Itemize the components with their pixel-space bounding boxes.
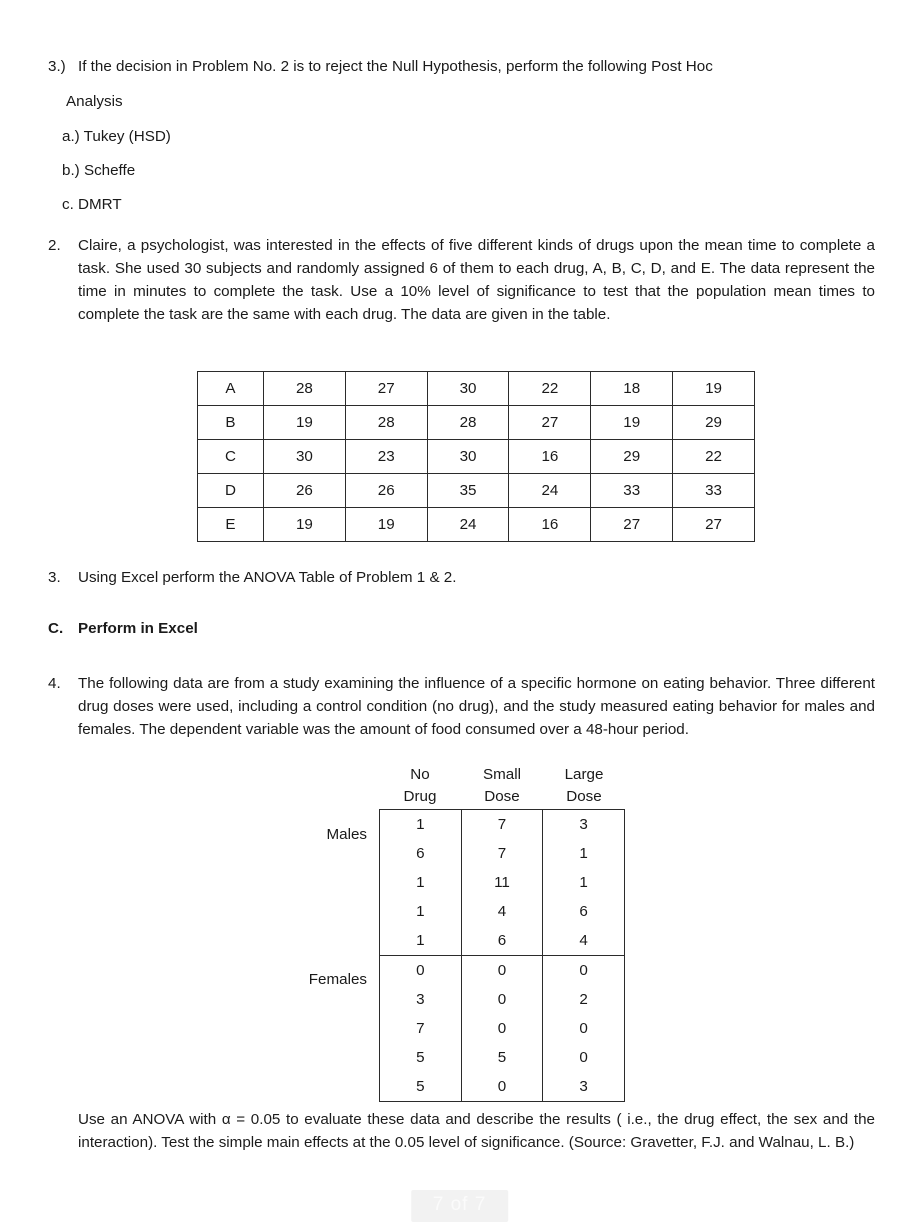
table-cell: 1	[380, 897, 462, 926]
header-line-1: No	[410, 766, 430, 783]
list-item-text: The following data are from a study examining the influence of a specific hormone on eating behavior. Three different drug doses were used, including a control condition (no drug), and the study measured eating behavior for males and females. The dependent variable was the amount of food consumed over a 48-hour period.	[78, 675, 875, 739]
section-title: Perform in Excel	[78, 620, 198, 637]
table-cell: 30	[427, 372, 509, 406]
page-indicator: 7 of 7	[411, 1190, 509, 1222]
table-row	[380, 810, 625, 840]
table-cell: 19	[673, 372, 755, 406]
table-cell: 33	[673, 474, 755, 508]
table-row	[380, 1043, 625, 1072]
table-cell: 19	[591, 406, 673, 440]
table-row	[380, 1072, 625, 1102]
row-label: A	[198, 372, 264, 406]
header-line-2: Dose	[484, 787, 520, 805]
table-cell: 7	[380, 1014, 462, 1043]
table-cell: 19	[264, 508, 346, 542]
table-cell: 7	[461, 810, 543, 840]
list-item-problem-2	[48, 234, 875, 326]
table-cell: 27	[509, 406, 591, 440]
table-cell: 26	[264, 474, 346, 508]
group-label-males: Males	[326, 826, 367, 843]
table-cell: 1	[380, 868, 462, 897]
drug-data-table	[197, 371, 755, 542]
table-cell: 18	[591, 372, 673, 406]
closing-paragraph: Use an ANOVA with α = 0.05 to evaluate these data and describe the results ( i.e., the drug effect, the sex and the interaction). Test the simple main effects at the 0.05 level of significance. (Source: Gravetter, F.J. and Walnau, L. B.)	[78, 1111, 875, 1152]
table-row	[380, 868, 625, 897]
dose-data-table	[308, 764, 625, 1102]
table-cell: 22	[673, 440, 755, 474]
list-item-problem-3	[48, 566, 875, 589]
header-line-2: Dose	[566, 787, 602, 805]
list-item-problem-4	[48, 672, 875, 741]
table-cell: 29	[673, 406, 755, 440]
table-cell: 6	[543, 897, 625, 926]
table-cell: 5	[461, 1043, 543, 1072]
table-cell: 16	[509, 440, 591, 474]
list-item-text: If the decision in Problem No. 2 is to reject the Null Hypothesis, perform the following Post Hoc	[78, 58, 713, 75]
table-cell: 5	[380, 1072, 462, 1102]
table-cell: 29	[591, 440, 673, 474]
section-heading-c	[48, 617, 875, 640]
table-row	[380, 926, 625, 956]
row-label: C	[198, 440, 264, 474]
row-label: D	[198, 474, 264, 508]
table-cell: 1	[380, 926, 462, 956]
list-marker: 3.	[48, 569, 61, 586]
section-marker: C.	[48, 620, 64, 637]
table-cell: 30	[427, 440, 509, 474]
list-item-3-paren	[48, 55, 860, 78]
table-cell: 1	[543, 868, 625, 897]
list-marker: 2.	[48, 237, 61, 254]
table-row	[198, 406, 755, 440]
table-cell: 23	[345, 440, 427, 474]
table-cell: 19	[264, 406, 346, 440]
table-cell: 30	[264, 440, 346, 474]
table-cell: 3	[543, 810, 625, 840]
table-cell: 28	[264, 372, 346, 406]
table-cell: 11	[461, 868, 543, 897]
analysis-line: Analysis	[66, 93, 123, 110]
table-cell: 1	[543, 839, 625, 868]
header-line-2: Drug	[403, 787, 437, 805]
table-cell: 6	[380, 839, 462, 868]
header-line-1: Small	[483, 766, 521, 783]
table-cell: 3	[543, 1072, 625, 1102]
column-header-no-drug	[379, 764, 461, 807]
dose-table-body	[380, 810, 625, 1102]
table-cell: 0	[543, 1043, 625, 1072]
list-marker: 3.)	[48, 58, 66, 75]
table-cell: 0	[380, 956, 462, 986]
table-cell: 5	[380, 1043, 462, 1072]
table-cell: 27	[591, 508, 673, 542]
table-row	[380, 897, 625, 926]
table-cell: 27	[345, 372, 427, 406]
table-cell: 7	[461, 839, 543, 868]
table-row	[198, 372, 755, 406]
list-marker: 4.	[48, 675, 61, 692]
table-cell: 1	[380, 810, 462, 840]
table-cell: 4	[543, 926, 625, 956]
table-cell: 0	[461, 985, 543, 1014]
table-cell: 16	[509, 508, 591, 542]
table-row	[198, 508, 755, 542]
table-cell: 35	[427, 474, 509, 508]
table-cell: 4	[461, 897, 543, 926]
posthoc-option-dmrt: c. DMRT	[62, 196, 122, 213]
header-line-1: Large	[564, 766, 604, 783]
table-cell: 0	[543, 956, 625, 986]
table-cell: 28	[345, 406, 427, 440]
row-label: B	[198, 406, 264, 440]
dose-table-header	[379, 764, 625, 807]
column-header-small-dose	[461, 764, 543, 807]
table-cell: 6	[461, 926, 543, 956]
table-cell: 0	[461, 1014, 543, 1043]
table-cell: 19	[345, 508, 427, 542]
dose-table-grid	[379, 809, 625, 1102]
table-cell: 24	[427, 508, 509, 542]
list-item-text: Claire, a psychologist, was interested in the effects of five different kinds of drugs upon the mean time to complete a task. She used 30 subjects and randomly assigned 6 of them to each drug, A, B, C, D, and E. The data represent the time in minutes to complete the task. Use a 10% level of significance to test that the population mean times to complete the task are the same with each drug. The data are given in the table.	[78, 237, 875, 324]
table-cell: 0	[543, 1014, 625, 1043]
table-cell: 26	[345, 474, 427, 508]
table-row	[380, 985, 625, 1014]
table-cell: 2	[543, 985, 625, 1014]
column-header-large-dose	[543, 764, 625, 807]
table-row	[198, 474, 755, 508]
group-label-females: Females	[308, 971, 367, 988]
table-row	[380, 839, 625, 868]
table-cell: 27	[673, 508, 755, 542]
table-cell: 28	[427, 406, 509, 440]
table-cell: 22	[509, 372, 591, 406]
table-cell: 3	[380, 985, 462, 1014]
row-label: E	[198, 508, 264, 542]
list-item-text: Using Excel perform the ANOVA Table of Problem 1 & 2.	[78, 569, 457, 586]
table-cell: 24	[509, 474, 591, 508]
drug-table-body	[198, 372, 755, 542]
posthoc-option-tukey: a.) Tukey (HSD)	[62, 128, 171, 145]
table-row	[380, 956, 625, 986]
table-cell: 0	[461, 1072, 543, 1102]
table-cell: 0	[461, 956, 543, 986]
table-row	[380, 1014, 625, 1043]
table-row	[198, 440, 755, 474]
posthoc-option-scheffe: b.) Scheffe	[62, 162, 136, 179]
table-cell: 33	[591, 474, 673, 508]
